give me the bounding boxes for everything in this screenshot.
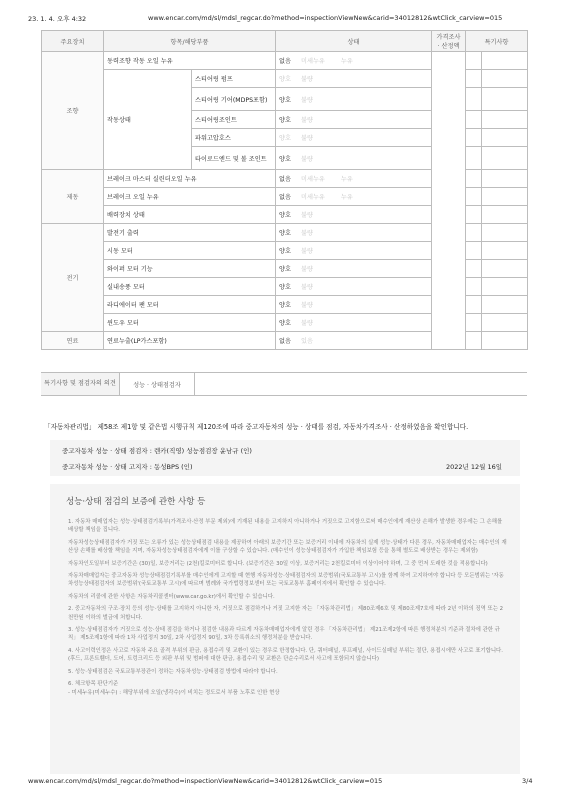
guide-paragraph: 자동차성능상태점검자가 거짓 또는 오류가 있는 성능상태점검 내용을 제공하여 아래의 보증기간 또는 보증거리 이내에 자동차의 실제 성능·상태가 다른 경우, 자동차매매업자는 매수인의 재산상 손해를 배상할 책임을 지며, 자동차성능상태점검자에게 이를 구상할 수 있습니다. (매수인이 성능상태점검자가 가입한 책임보험 등을 통해 별도로 배상받는 경우는 제외함) (68, 539, 507, 555)
state-cell: 없음 미세누유 누유 (276, 52, 432, 70)
state-cell: 양호 불량 (276, 147, 432, 170)
guide-paragraph: 4. 사고이력인정은 사고로 자동차 주요 골격 부위의 판금, 용접수리 및 교환이 있는 경우로 한정합니다. 단, 쿼터패널, 루프패널, 사이드실패널 부위는 절단, 용접시에만 사고로 표기합니다. (후드, 프론트휀더, 도어, 트렁크리드 등 외판 부위 및 범퍼에 대한 판금, 용접수리 및 교환은 단순수리로서 사고에 포함되지 않습니다) (68, 647, 503, 663)
item-label: 배력장치 상태 (104, 206, 276, 224)
notifier-line: 중고자동차 성능 · 상태 고지자 : 동성BPS (인) (62, 463, 193, 471)
state-cell: 양호 불량 (276, 242, 432, 260)
guide-paragraph: 자동차인도일부터 보증기간은 (30)일, 보증거리는 (2천)킬로미터로 합니다. (보증기간은 30일 이상, 보증거리는 2천킬로미터 이상이어야 하며, 그 중 먼저 도래한 것을 적용합니다) (68, 560, 488, 567)
guide-paragraph: 2. 중고자동차의 구조·장치 등의 성능·상태를 고지하지 아니한 자, 거짓으로 점검하거나 거짓 고지한 자는 「자동차관리법」 제80조제6호 및 제80조제7호에 따라 2년 이하의 징역 또는 2천만원 이하의 벌금에 처합니다. (68, 606, 504, 621)
table-header-row (42, 31, 528, 52)
remarks-label: 특기사항 및 점검자의 의견 (41, 373, 120, 395)
guide-paragraph: 3. 성능·상태점검자가 거짓으로 성능·상태 점검을 하거나 점검한 내용과 다르게 자동차매매업자에게 알린 경우 「자동차관리법」 제21조제2항에 따른 행정처분의 기준과 절차에 관한 규칙」 제5조제1항에 따라 1차 사업정지 30일, 2차 사업정지 90일, 3차 등록취소의 행정처분을 받습니다. (68, 627, 500, 642)
state-cell: 양호 불량 (276, 260, 432, 278)
state-cell: 양호 불량 (276, 88, 432, 111)
page-number: 3/4 (522, 777, 533, 785)
section-electric: 전기 (42, 224, 104, 332)
state-cell: 양호 불량 (276, 129, 432, 147)
header-main-device: 주요장치 (42, 31, 104, 52)
special-cell (466, 52, 482, 70)
warranty-guide (50, 484, 520, 774)
item-label: 연료누출(LP가스포함) (104, 332, 276, 350)
state-cell: 양호 불량 (276, 111, 432, 129)
signature-box (50, 440, 520, 476)
section-fuel: 연료 (42, 332, 104, 350)
remarks-row (41, 372, 527, 396)
header-item: 항목/해당부품 (104, 31, 276, 52)
item-label: 실내송풍 모터 (104, 278, 276, 296)
item-label: 파워고압호스 (192, 129, 276, 147)
sub-label: 작동상태 (104, 70, 192, 170)
guide-paragraph: 자동차의 리콜에 관한 사항은 자동차리콜센터(www.car.go.kr)에서 확인할 수 있습니다. (68, 593, 275, 600)
section-steering: 조향 (42, 52, 104, 170)
section-braking: 제동 (42, 170, 104, 224)
state-cell: 없음 미세누유 누유 (276, 188, 432, 206)
state-cell: 양호 불량 (276, 314, 432, 332)
item-label: 브레이크 오일 누유 (104, 188, 276, 206)
item-label: 동력조향 작동 오일 누유 (104, 52, 276, 70)
guide-title: 성능·상태 점검의 보증에 관한 사항 등 (66, 497, 206, 507)
print-url: www.encar.com/md/sl/mdsl_regcar.do?method=inspectionViewNew&carid=34012812&wtClick_carview=015 (148, 14, 503, 22)
item-label: 와이퍼 모터 기능 (104, 260, 276, 278)
guide-paragraph: 5. 성능·상태점검은 국토교통부장관이 정하는 자동차성능·상태점검 방법에 따라야 합니다. (68, 668, 278, 675)
state-cell: 없음 미세누유 누유 (276, 170, 432, 188)
item-label: 타이로드엔드 및 볼 조인트 (192, 147, 276, 170)
item-label: 스티어링 펌프 (192, 70, 276, 88)
state-cell: 양호 불량 (276, 224, 432, 242)
guide-paragraph: 1. 자동차 매매업자는 성능·상태점검기록부(가격조사·산정 부문 제외)에 기재된 내용을 고지하지 아니하거나 거짓으로 고지함으로써 매수인에게 재산상 손해가 발생한 경우에는 그 손해를 배상할 책임을 집니다. (68, 519, 503, 534)
state-cell: 없음 있음 (276, 332, 432, 350)
confirmation-statement: 「자동차관리법」 제58조 제1항 및 같은법 시행규칙 제120조에 따라 중고자동차의 성능 · 상태를 점검, 자동차가격조사 · 산정하였음을 확인합니다. (44, 423, 469, 431)
sign-date: 2022년 12월 16일 (445, 463, 502, 471)
print-date: 23. 1. 4. 오후 4:32 (28, 15, 87, 23)
item-label: 브레이크 마스터 실린더오일 누유 (104, 170, 276, 188)
table-row (42, 52, 528, 70)
item-label: 스티어링조인트 (192, 111, 276, 129)
state-cell: 양호 불량 (276, 206, 432, 224)
item-label: 라디에이터 팬 모터 (104, 296, 276, 314)
header-special: 특기사항 (466, 31, 528, 52)
inspection-table (41, 30, 528, 350)
state-cell: 양호 불량 (276, 278, 432, 296)
item-label: 윈도우 모터 (104, 314, 276, 332)
header-state: 상태 (276, 31, 432, 52)
guide-paragraph: - 미세누유(미세누수) : 해당부위에 오일(냉각수)이 비치는 정도로서 부품 노후로 인한 현상 (68, 689, 280, 696)
header-price: 가격조사 · 산정액 (432, 31, 466, 52)
price-cell (432, 52, 466, 350)
footer-url: www.encar.com/md/sl/mdsl_regcar.do?method=inspectionViewNew&carid=34012812&wtClick_carview=015 (28, 777, 383, 785)
item-label: 발전기 출력 (104, 224, 276, 242)
item-label: 시동 모터 (104, 242, 276, 260)
guide-paragraph: 6. 체크항목 판단기준 (68, 681, 119, 688)
state-cell: 양호 불량 (276, 296, 432, 314)
state-cell: 양호 불량 (276, 70, 432, 88)
remarks-value: 성능 · 상태점검자 (120, 373, 195, 395)
guide-paragraph: 자동차매매업자는 중고자동차 성능상태점검기록부를 매수인에게 고지할 때 현행 자동차성능·상태점검자의 보증범위(국토교통부 고시)를 함께 하여 고지하여야 합니다 등 모든범위는 '자동차성능상태점검자의 보증범위'(국토교통부 고시)에 따르며 범례와 국가법령정보센터 또는 국토교통부 홈페이지에서 확인할 수 있습니다. (68, 573, 504, 588)
item-label: 스티어링 기어(MDPS포함) (192, 88, 276, 111)
guide-body (68, 518, 508, 701)
inspector-line: 중고자동차 성능 · 상태 점검자 : 렌카(직영) 성능점검장 윤남규 (인) (62, 447, 252, 455)
